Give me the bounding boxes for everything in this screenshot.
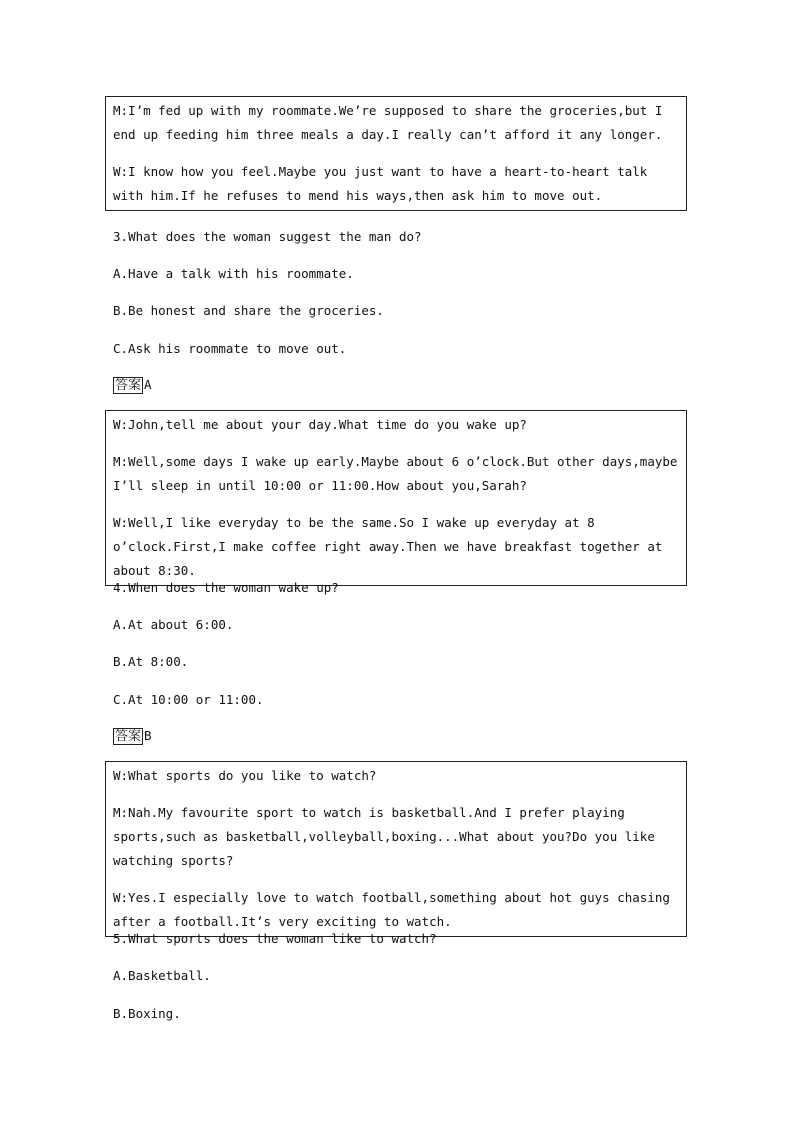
dialogue-line: M:I’m fed up with my roommate.We’re supposed to share the groceries,but I end up feeding him three meals a day.I really can’t afford it any longer. xyxy=(113,103,663,142)
option-5a: A.Basketball. xyxy=(113,968,211,983)
option-4a: A.At about 6:00. xyxy=(113,617,234,632)
option-3b: B.Be honest and share the groceries. xyxy=(113,303,384,318)
question-3 xyxy=(113,229,422,245)
dialogue-line: W:I know how you feel.Maybe you just want to have a heart-to-heart talk with him.If he refuses to mend his ways,then ask him to move out. xyxy=(113,164,648,203)
question-number: 5. xyxy=(113,931,129,946)
question-text: When does the woman wake up? xyxy=(128,580,339,595)
dialogue-line: M:Well,some days I wake up early.Maybe about 6 o’clock.But other days,maybe I’ll sleep in until 10:00 or 11:00.How about you,Sarah? xyxy=(113,454,678,493)
dialogue-line: W:What sports do you like to watch? xyxy=(113,768,377,783)
option-3c: C.Ask his roommate to move out. xyxy=(113,341,347,356)
answer-label: 答案 xyxy=(115,729,142,744)
option-3a: A.Have a talk with his roommate. xyxy=(113,266,354,281)
answer-value: A xyxy=(144,377,152,392)
answer-4 xyxy=(113,728,152,745)
answer-value: B xyxy=(144,728,152,743)
question-5 xyxy=(113,931,437,947)
dialogue-line: W:Well,I like everyday to be the same.So I wake up everyday at 8 o’clock.First,I make coffee right away.Then we have breakfast together at about 8:30. xyxy=(113,515,663,578)
question-4 xyxy=(113,580,339,596)
dialogue-line: M:Nah.My favourite sport to watch is basketball.And I prefer playing sports,such as basketball,volleyball,boxing...What about you?Do you like watching sports? xyxy=(113,805,655,868)
question-text: What sports does the woman like to watch? xyxy=(128,931,437,946)
dialogue-box-1 xyxy=(105,96,687,211)
answer-label: 答案 xyxy=(115,378,142,393)
option-4b: B.At 8:00. xyxy=(113,654,189,669)
option-4c: C.At 10:00 or 11:00. xyxy=(113,692,264,707)
option-5b: B.Boxing. xyxy=(113,1006,181,1021)
question-text: What does the woman suggest the man do? xyxy=(128,229,422,244)
question-number: 4. xyxy=(113,580,129,595)
question-number: 3. xyxy=(113,229,129,244)
answer-3 xyxy=(113,377,152,394)
dialogue-line: W:John,tell me about your day.What time do you wake up? xyxy=(113,417,527,432)
dialogue-line: W:Yes.I especially love to watch football,something about hot guys chasing after a football.It’s very exciting to watch. xyxy=(113,890,670,929)
dialogue-box-2 xyxy=(105,410,687,586)
dialogue-box-3 xyxy=(105,761,687,937)
